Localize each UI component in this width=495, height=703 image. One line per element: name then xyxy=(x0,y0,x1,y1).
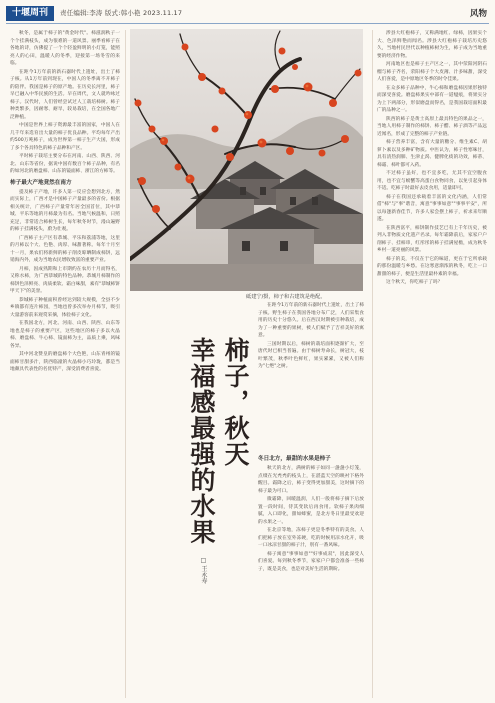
persimmon-tree-illustration xyxy=(130,29,363,291)
paragraph: 河南地区也是柿子主产区之一，其中荥阳河阴石榴与柿子齐名，荥阳柿子个大皮薄、汁多味甜，深受人们喜爱，是中原地区冬季的时令佳果。 xyxy=(377,62,487,82)
paragraph: 在距今1万年前的新石器时代上遗址，出土了柿子核。野生柿子在我国各地分布广泛，人们采集食用的历史十分悠久。后在西汉时期被引种栽培，成为了一种重要的果树，被人们赋予了吉祥美好的寓意。 xyxy=(258,303,364,338)
paragraph: 柿子寓意"事事如意""好事成双"，因此深受人们喜爱。每到秋冬季节，家家户户都会准备一些柿子，既是美食，也是对美好生活的期盼。 xyxy=(258,551,364,572)
column-divider xyxy=(372,30,373,698)
issue-meta: 责任编辑:李涛 版式:韩小艳 2023.11.17 xyxy=(60,9,183,17)
header-rule xyxy=(6,23,489,24)
subheading: 柿子最大产地竟然在南方 xyxy=(10,179,72,186)
paragraph: 在北京等地，冻柿子更是冬季特有的美食。人们把柿子放在室外冻硬，吃的时候用凉水化开，吸一口冰凉甘甜的柿子汁，别有一番风味。 xyxy=(258,528,364,548)
paragraph: 柿子营养丰富，含有大量的糖分、维生素C、胡萝卜素以及多种矿物质。中医认为，柿子性寒味甘，具有清热润肺、生津止渴、健脾化痰的功效，柿蒂、柿霜、柿叶都可入药。 xyxy=(377,140,487,168)
paragraph: 在我国北方，河北、河南、山西、陕西、山东等地也是柿子的重要产区，这些地区的柿子多以火晶柿、磨盘柿、牛心柿、镜面柿为主，品质上乘，风味各异。 xyxy=(10,321,120,349)
paragraph: 中国是世界上柿子资源最丰富的国家，中国人在几千年来选育出大量的柿子优良品种。平均每年产出约500万吨柿子，成为世界第一柿子生产大国，形成了多个各具特色的柿子品种和产区。 xyxy=(10,123,120,151)
newspaper-logo: 十堰周刊 xyxy=(6,6,54,21)
paragraph: 秋冬，是属于柿子的"黄金时代"。柿滋润秋子一个个挂满枝头，成为很难的一道风景。丽季看柿子在各地的诗，仿佛提了一个个轻盈鲜明的小灯笼，能照亮人的心田，温暖人的冬季，迎接第一场冬雪的来临。 xyxy=(10,31,120,66)
paragraph: 陕西的柿子是黄土高原上最具特色的果品之一，当地人用柿子制作的柿饼、柿子醋、柿子酒等产品远近闻名，形成了完整的柿子产业链。 xyxy=(377,116,487,137)
paragraph: 恭城柿子种植面积曾经达到较大规模，全县不少乡镇都有连片柿园，当地也曾多次举办月柿节，吸引大量游客前来观赏采摘，体验柿子文化。 xyxy=(10,297,120,318)
article-column-right xyxy=(377,30,487,698)
paragraph: 三国时期以后，柿树的栽培面积逐渐扩大，至唐代时已相当普遍。由于柿树寿命长，树冠大，枝叶繁茂，秋季叶色鲜红，果实累累，又被人们称为"七绝"之树。 xyxy=(258,341,364,369)
subheading: 冬日北方，最甜的水果是柿子 xyxy=(258,456,331,462)
page-header xyxy=(6,6,489,22)
paragraph: 柿子在我国还承载着丰富的文化内涵，人们常借"柿"与"事"谐音，寓意"事事如意""事事平安"，所以每逢新春佳节，许多人家会摆上柿子，祈求来年顺遂。 xyxy=(377,194,487,222)
paragraph: 平时柿子栽培主要分布在河南、山西、陕西、河北、山东等省份，据说中国有数百个柿子品种，有名的如河北的磨盘柿、山东的镜面柿、浙江的方柿等。 xyxy=(10,154,120,174)
paragraph: 在众多柿子品种中，牛心柿和磨盘柿因果形独特而深受喜爱。磨盘柿果实中部有一道缢痕，将果实分为上下两部分，形似磨盘而得名，是我国栽培面积最广的品种之一。 xyxy=(377,85,487,113)
paragraph: 涉县大红袍柿子，又称满地红、绿柿，因果实个大、色泽鲜艳而闻名。涉县大红袍柿子栽培历史悠久，当地村民世代以种植柿树为生，柿子成为当地重要的经济作物。 xyxy=(377,31,487,59)
title-line-2: 幸福感最强的水果 xyxy=(187,337,216,545)
paragraph: 柿子的美，不仅在于它的味道，更在于它所承载的那份温暖与乡愁。在这寒意渐浓的秋冬，吃上一口甜甜的柿子，便是生活里最朴素的幸福。 xyxy=(377,256,487,277)
paragraph: 这个秋天，你吃柿子了吗？ xyxy=(386,280,443,285)
title-line-1: 柿子，秋天 xyxy=(221,337,250,467)
article-column-middle-bottom xyxy=(258,452,364,698)
article-column-left xyxy=(10,30,120,698)
section-label: 风物 xyxy=(469,9,487,19)
article-column-middle-top xyxy=(258,302,364,447)
photo-caption: 砥建宁/摄，柿子和古建筑是绝配。 xyxy=(246,294,326,300)
paragraph: 不过柿子虽好，也不宜多吃，尤其不宜空腹食用，也不宜与螃蟹等高蛋白食物同食，以免引起身体不适。吃柿子时最好去皮食用，适量即可。 xyxy=(377,171,487,191)
paragraph: 提及柿子产地，许多人第一反应会想到北方，然而实际上，广西才是中国柿子产量最多的省份。根据相关统计，广西柿子产量常年居全国首位，其中恭城、平乐等地的月柿最为有名。当地气候温和，日照充足，非常适合柿树生长，每年秋冬时节，漫山遍野的柿子挂满枝头，蔚为壮观。 xyxy=(10,189,120,232)
column-divider xyxy=(125,30,126,698)
byline: □ 王永寿 xyxy=(200,557,207,584)
paragraph: 在陕西富平，柿饼制作技艺已有上千年历史，被列入非物质文化遗产名录。每年霜降前后，家家户户削柿子、挂柿串，红彤彤的柿子挂满屋檐，成为秋冬乡村一道亮丽的风景。 xyxy=(377,225,487,253)
paragraph: 微霜降，回暖温润，人们一般将柿子摘下后放置一段时间，待其变软后再食用。软柿子果肉细腻，入口即化，甜如蜂蜜，是北方冬日里最受欢迎的水果之一。 xyxy=(258,497,364,525)
paragraph: 月柿，因成熟期和上市期约在农历十月而得名，又称水柿，为广西恭城的特色品种。恭城月柿制作的柿饼色泽鲜亮、肉质柔软、霜白味甜，素有"恭城柿饼甲天下"的美誉。 xyxy=(10,266,120,294)
persimmon-photo xyxy=(130,29,363,291)
paragraph: 广西柿子主产区有恭城、平乐和荔浦等地，这里的月柿以个大、色艳、肉厚、味甜著称。每年十月至十一月，果农们将新鲜的柿子削皮晾晒制成柿饼，远销海内外，成为当地农民增收致富的重要产业。 xyxy=(10,235,120,263)
paragraph: 在距今1万年前的新石器时代上遗址，出土了柿子核。从1万年前到现在，中国人的冬季离不开柿子的陪伴。我国是柿子的原产地。在历史长河里，柿子早已融入中华民族的生活。早在周代，文人就吟咏过柿子。汉代时，人们曾经尝试过人工栽培柿树。柿子种类繁多，因耐寒、耐旱，较易栽培，在全国各地广泛种植。 xyxy=(10,69,120,120)
paragraph: 秋天的北方，满树的柿子如同一盏盏小灯笼，点缀在光秃秃的枝头上，在湛蓝天空的映衬下格外醒目。霜降之后，柿子变得更加甜美，这时摘下的柿子最为可口。 xyxy=(258,466,364,494)
paragraph: 其中河北赞皇的磨盘柿个大色艳，山东青州的镜面柿甘甜多汁，陕西临潼的火晶柿小巧玲珑，都是当地颇具代表性的名优特产，深受消费者喜爱。 xyxy=(10,352,120,372)
